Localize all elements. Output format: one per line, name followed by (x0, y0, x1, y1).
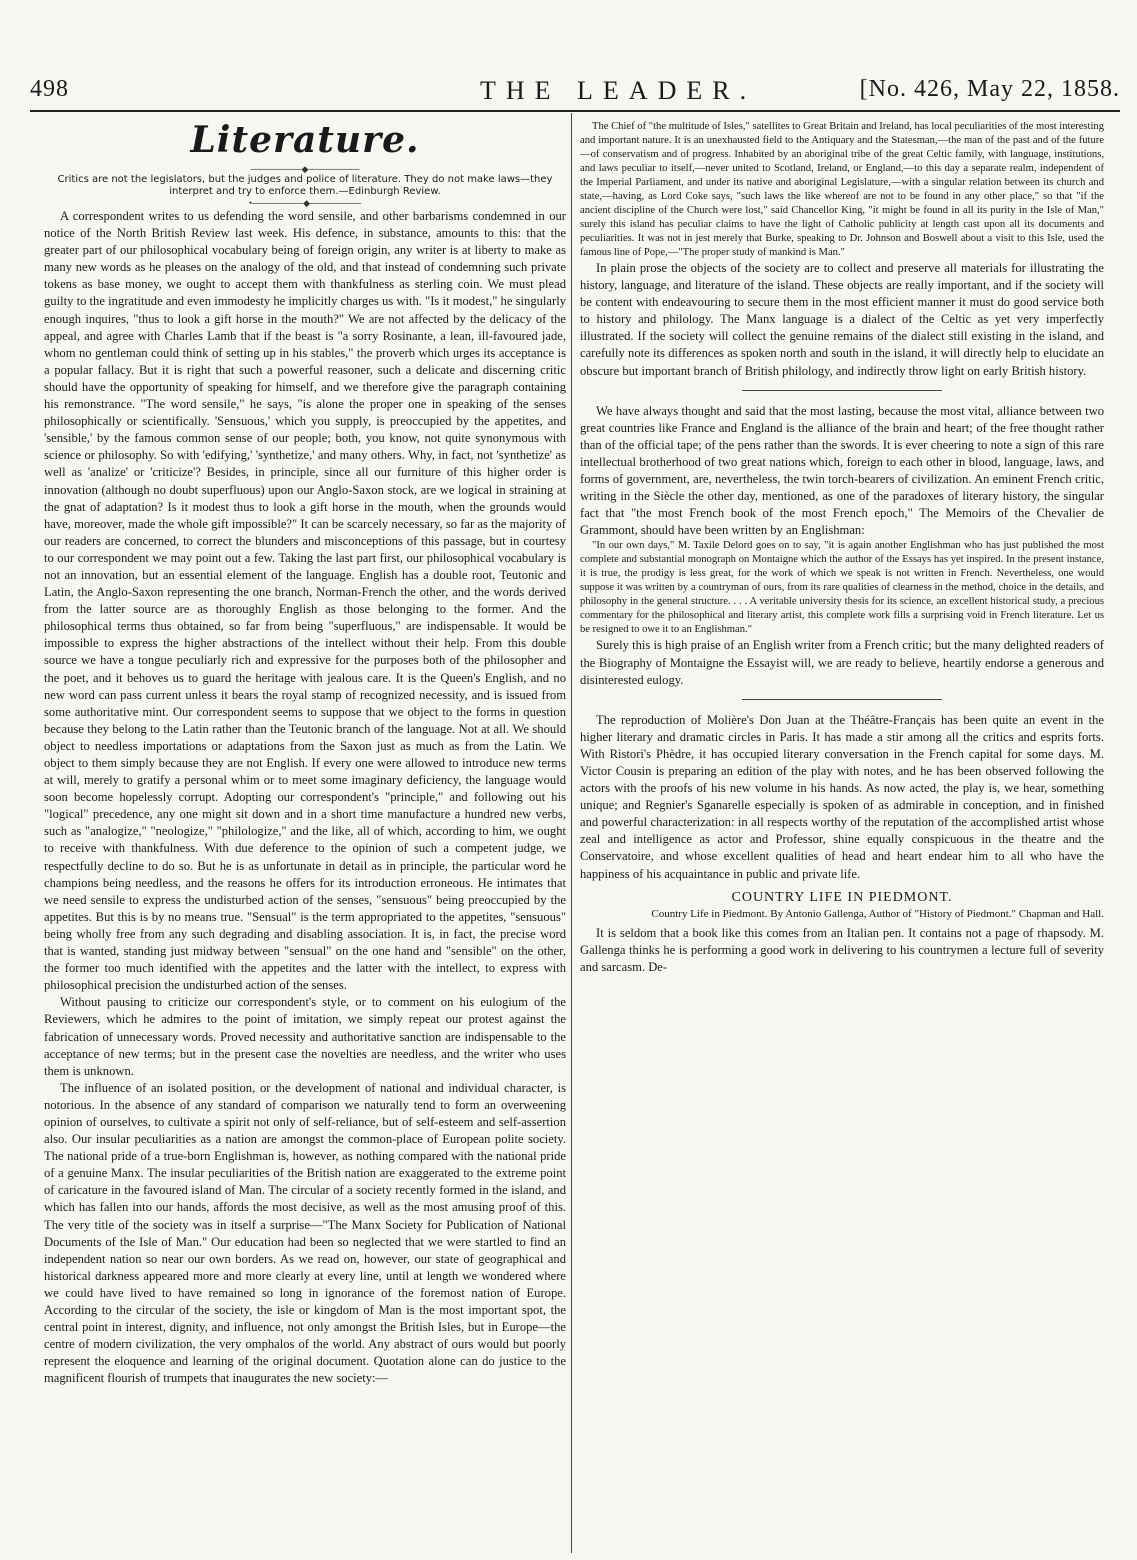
praise-paragraph: Surely this is high praise of an English writer from a French critic; but the many delighted readers of the Biography of Montaigne the Essayist will, we are ready to believe, heartily endorse a generous and disinterested eulogy. (580, 638, 1104, 687)
page-number: 498 (30, 76, 69, 102)
column-divider (571, 113, 572, 1553)
issue-date: [No. 426, May 22, 1858. (859, 76, 1120, 102)
piedmont-heading: COUNTRY LIFE IN PIEDMONT. (731, 889, 953, 905)
ornament-top: ────────◆──────── (250, 164, 360, 174)
piedmont-opening-paragraph: It is seldom that a book like this comes from an Italian pen. It contains not a page of rhapsody. M. Gallenga thinks he is performing a good work in delivering to his countrymen a lecture full of severity and sarcasm. De- (580, 925, 1104, 974)
ornament-bottom: •────────◆──────── (248, 198, 362, 208)
delord-quote: "In our own days," M. Taxile Delord goes on to say, "it is again another Englishman who has just published the most complete and substantial monograph on Montaigne which the author of the Essays has yet inspired. In the present instance, it is true, the prodigy is less great, for the work of which we speak is not written in French. Nevertheless, one would suppose it was written by a countryman of ours, from its rare qualities of clearness in the method, choice in the details, and philosophy in the general structure. . . . A veritable university thesis for its science, an excellent historical study, a precious commentary for the philosophical and literary artist, this complete work fills a surprising void in French literature. Let us be resigned to owe it to an Englishman." (580, 540, 1104, 636)
manx-society-paragraph: In plain prose the objects of the society are to collect and preserve all materials for illustrating the history, language, and literature of the island. These objects are really important, and if the society will be content with endeavouring to secure them in the most efficient manner it must do good service both to history and philology. The Manx language is a dialect of the Celtic as yet very imperfectly illustrated. If the society will collect the genuine remains of the dialect still existing in the island, and carefully note its differences as spoken north and south in the island, it will directly help to elucidate an obscure but important branch of British philology, and indirectly throw light on early British history. (580, 261, 1104, 378)
right-column (580, 120, 1104, 1552)
left-column (44, 120, 566, 1552)
section-title: Literature. (190, 120, 420, 161)
section-motto: Critics are not the legislators, but the judges and police of literature. They do not make laws—they interpret and try to enforce them.—Edinburgh Review. (57, 174, 553, 197)
article-paragraph-1: A correspondent writes to us defending the word sensile, and other barbarisms condemned in our notice of the North British Review last week. His defence, in substance, amounts to this: that the greater part of our philosophical vocabulary being of foreign origin, any writer is at liberty to make as many new words as he pleases on the analogy of the old, and that instead of condemning such private tokens as base money, we ought to accept them with thankfulness as sterling coin. We must plead guilty to the ingratitude and even immodesty he implicitly charges us with. "Is it modest," he singularly enough inquires, "thus to look a gift horse in the mouth?" We are not affected by the delicacy of the appeal, and agree with Charles Lamb that if the beast is "a sorry Rosinante, a lean, ill-favoured jade, whom no gentleman could think of setting up in his stables," the proverb which urges its acceptance is a popular fallacy. But it is right that such a powerful reasoner, such a delicate and discerning critic should have the opportunity of speaking for himself, and we therefore give the paragraph containing his remonstrance. "The word sensile," he says, "is alone the proper one in speaking of the senses philosophically or scientifically. 'Sensuous,' which you supply, is preoccupied by the appetites, and 'sensible,' by the famous common sense of our people; both, you know, not quite synonymous with science or philosophy. So with 'edifying,' 'synthetize,' and many others. Why, in fact, not 'synthetize' as well as 'analize' or 'criticize'? Besides, in principle, since all our furniture of this higher order is innovation (although no doubt superfluous) upon our Anglo-Saxon stock, are we logical in straining at the gnat of adaptation? Is it modest thus to look a gift horse in the mouth, when the grounds would have, moreover, made the whole gift impossible?" It can be scarcely necessary, so far as the majority of our readers are concerned, to correct the blunders and misconceptions of this passage, but in courtesy to our correspondent we may point out a few. Taking the last part first, our philosophical vocabulary is not an innovation, but an essential element of the language. English has a double root, Teutonic and Latin, the Anglo-Saxon representing the one branch, Norman-French the other, and the words derived from the latter source are as thoroughly English as those belonging to the former. And the philosophical terms thus obtained, so far from being "superfluous," are indispensable. It would be impossible to express the higher abstractions of the intellect without their help. From this double source we have a tongue peculiarly rich and expressive for the purposes both of the philosopher and the poet, and it behoves us to guard the heritage with jealous care. It is the Queen's English, and no new word can pass current unless it bears the royal stamp of recognized necessity, and is issued from some authoritative mint. Our correspondent seems to suppose that we object to the forms in question because they belong to the Latin rather than the Teutonic branch of the language. Not at all. We should object to needless importations or adaptations from the Saxon just as much as from the Latin. We object to them simply because they are not English. If every one were allowed to introduce new terms at will, merely to gratify a personal whim or to meet some imaginary deficiency, the language would soon become hopelessly corrupt. Adopting our correspondent's "principle," and following out his "logical" precedence, any one might sit down and in a short time manufacture a hundred new verbs, such as "analogize," "neologize," "philologize," and the like, all of which, according to him, we ought to receive with thankfulness. With due deference to the opinion of such a competent judge, we respectfully decline to do so. But he is as unfortunate in detail as in principle, the particular word he champions being needless, and the reasons he offers for its introduction erroneous. He intimates that we need sensile to express the undisturbed action of the senses, "sensuous" being preoccupied by the appetites. But this is by no means true. "Sensual" is the term appropriated to the appetites, "sensuous" being wholly free from any such degrading and disabling association. It is, in fact, the precise word that is wanted, standing just midway between "sensual" on the one hand and "sensible" on the other, the former too much identified with the appetites and the latter with the intellect, to express with philosophical precision the undisturbed action of the senses. (44, 209, 566, 993)
newspaper-title: THE LEADER. (480, 76, 757, 105)
section-rule-2 (742, 699, 942, 700)
article-paragraph-2: Without pausing to criticize our correspondent's style, or to comment on his eulogium of the Reviewers, which he admires to the point of imitation, we simply repeat our protest against the fabrication of unnecessary words. Proved necessity and authoritative sanction are indispensable to the acceptance of new terms; but in the present case the novelties are needless, and the writer who uses them is unknown. (44, 995, 566, 1078)
france-england-paragraph: We have always thought and said that the most lasting, because the most vital, alliance between two great countries like France and England is the alliance of the brain and heart; of the free thought rather than of the official tape; of the pens rather than the swords. It is ever cheering to note a sign of this rare intellectual brotherhood of two great nations which, foreign to each other in blood, language, laws, and forms of government, are, nevertheless, the twin torch-bearers of civilization. An eminent French critic, writing in the Siècle the other day, mentioned, as one of the paradoxes of literary history, the singular fact that "the most French book of the most French epoch," The Memoirs of the Chevalier de Grammont, should have been written by an Englishman: (580, 403, 1104, 538)
piedmont-bibliography: Country Life in Piedmont. By Antonio Gallenga, Author of "History of Piedmont." Chapman and Hall. (651, 907, 1104, 920)
section-rule-1 (742, 390, 942, 391)
manx-society-quote: The Chief of "the multitude of Isles," satellites to Great Britain and Ireland, has local peculiarities of the most interesting and important nature. It is an unexhausted field to the Antiquary and the Statesman,—the man of the past and of the future—of conservatism and of progress. Inhabited by an aboriginal tribe of the great Celtic family, with language, institutions, and laws peculiar to itself,—never united to Scotland, Ireland, or England,—to this day a separate realm, independent of the Imperial Parliament, and under its native and aboriginal Legislature,—with a singular relation between its church and state,—having, as Lord Coke says, "such laws the like whereof are not to be found in any other place," so that "if the ancient discipline of the Church were lost," said Chancellor King, "it might be found in all its purity in the Isle of Man," surely this island has peculiar claims to have the light of Catholic publicity at length cast upon all its documents and peculiarities. It was not in jest merely that Burke, speaking to Dr. Johnson and Boswell about a visit to this Isle, used the famous line of Pope,—"The proper study of mankind is Man." (580, 121, 1104, 258)
moliere-paragraph: The reproduction of Molière's Don Juan at the Théâtre-Français has been quite an event in the higher literary and dramatic circles in Paris. It has made a stir among all the critics and esprits forts. With Ristori's Phèdre, it has occupied literary conversation in the French capital for some days. M. Victor Cousin is preparing an edition of the play with notes, and he has been observed following the actors with the proofs of his new volume in his hands. As now acted, the play is, we hear, something unique; and Regnier's Sganarelle especially is spoken of as admirable in conception, and in finished and powerful characterization: in all respects worthy of the reputation of the accomplished artist whose zeal and intelligence as actor and Professor, shine equally conspicuous in the theatre and the Conservatoire, and whose excellent qualities of head and heart endear him to all who have the happiness of his acquaintance in public and private life. (580, 712, 1104, 881)
masthead (30, 76, 1120, 112)
article-paragraph-3: The influence of an isolated position, or the development of national and individual character, is notorious. In the absence of any standard of comparison we naturally tend to form an overweening opinion of ourselves, to cultivate a spirit not only of self-reliance, but of self-esteem and self-assertion also. Our insular peculiarities as a nation are amongst the common-place of European polite society. The national pride of a true-born Englishman is, however, as nothing compared with the national pride of a genuine Manx. The insular peculiarities of the British nation are exaggerated to the extreme point of caricature in the favoured island of Man. The circular of a society recently formed in the island, and which has fallen into our hands, affords the most decisive, as well as the most amusing proof of this. The very title of the society was in itself a surprise—"The Manx Society for Publication of National Documents of the Isle of Man." Our education had been so neglected that we were startled to find an independent nation so near our own borders. As we read on, however, our state of geographical and historical darkness appeared more and more clearly at every line, until at length we wondered where we could have lived to have remained so long in ignorance of the foremost nation of Europe. According to the circular of the society, the isle or kingdom of Man is the most important spot, the central point in interest, dignity, and influence, not only amongst the British Isles, but in Europe—the centre of modern civilization, the very omphalos of the world. Any abstract of ours would but poorly represent the eloquence and learning of the original document. Quotation alone can do justice to the magnificent flourish of trumpets that inaugurates the new society:— (44, 1080, 566, 1386)
